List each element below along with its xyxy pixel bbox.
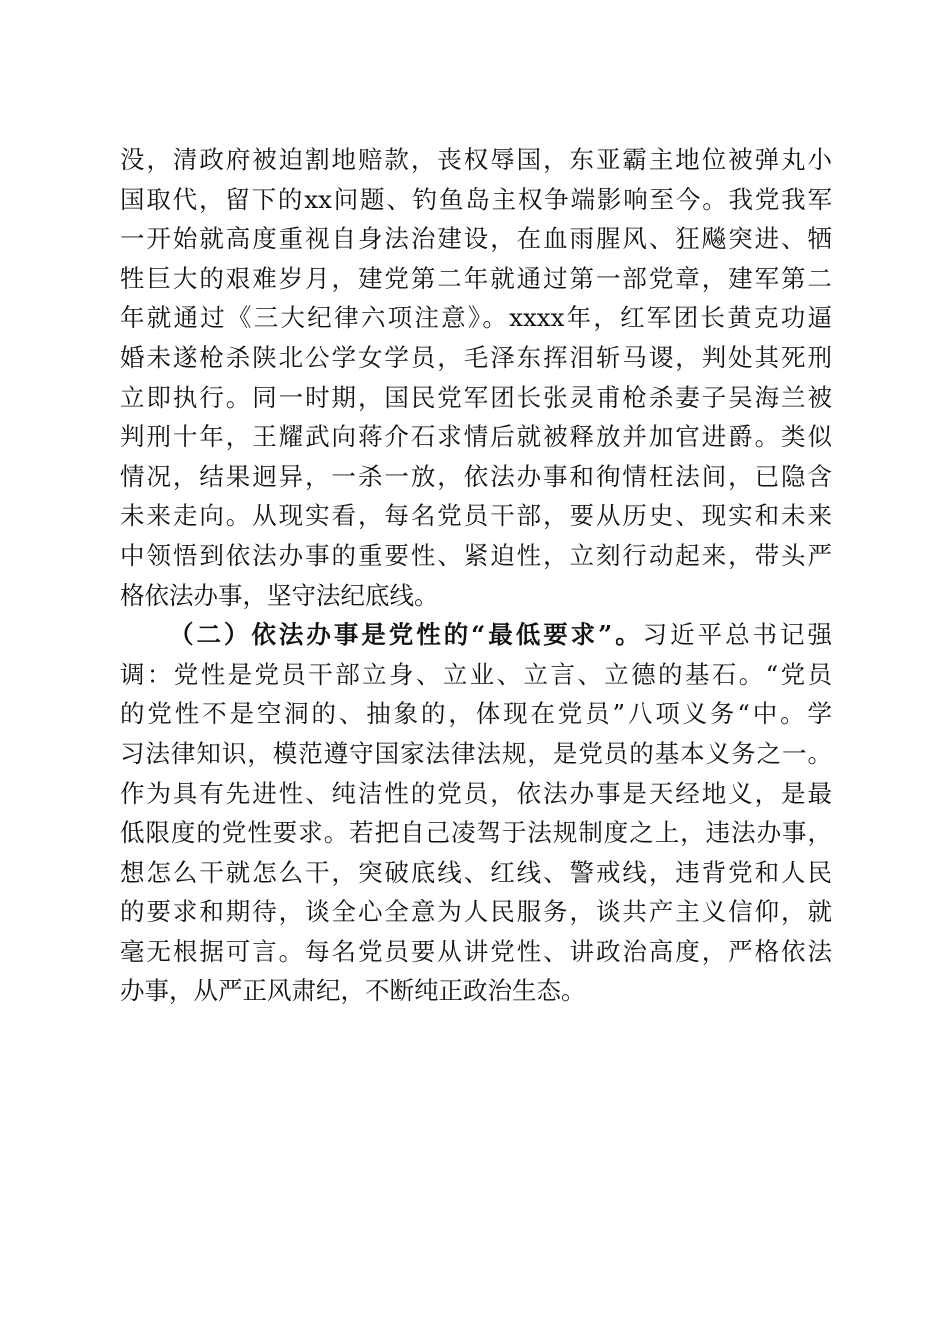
paragraph-line: 没，清政府被迫割地赔款，丧权辱国，东亚霸主地位被弹丸小 [120, 145, 832, 174]
paragraph-line: 作为具有先进性、纯洁性的党员，依法办事是天经地义，是最 [120, 778, 832, 808]
paragraph-line: 未来走向。从现实看，每名党员干部，要从历史、现实和未来 [120, 501, 832, 531]
paragraph-line: 国取代，留下的xx问题、钓鱼岛主权争端影响至今。我党我军 [120, 184, 832, 214]
paragraph-line: 习法律知识，模范遵守国家法律法规，是党员的基本义务之一。 [120, 738, 832, 768]
paragraph-1 [120, 140, 832, 615]
paragraph-line: 低限度的党性要求。若把自己凌驾于法规制度之上，违法办事， [120, 818, 832, 848]
paragraph-line: 立即执行。同一时期，国民党军团长张灵甫枪杀妻子吴海兰被 [120, 382, 832, 412]
paragraph-2 [120, 615, 832, 1011]
paragraph-line: 情况，结果迥异，一杀一放，依法办事和徇情枉法间，已隐含 [120, 461, 832, 491]
paragraph-line: 牲巨大的艰难岁月，建党第二年就通过第一部党章，建军第二 [120, 263, 832, 293]
paragraph-line: 判刑十年，王耀武向蒋介石求情后就被释放并加官进爵。类似 [120, 422, 832, 452]
section-heading: （二）依法办事是党性的“最低要求”。 [169, 620, 643, 650]
paragraph-line: 年就通过《三大纪律六项注意》。xxxx年，红军团长黄克功逼 [120, 303, 832, 333]
paragraph-line: 婚未遂枪杀陕北公学女学员，毛泽东挥泪斩马谡，判处其死刑 [120, 342, 832, 372]
paragraph-line: 办事，从严正风肃纪，不断纯正政治生态。 [120, 976, 586, 1006]
paragraph-line: 调：党性是党员干部立身、立业、立言、立德的基石。“党员 [120, 659, 832, 689]
paragraph-line: 毫无根据可言。每名党员要从讲党性、讲政治高度，严格依法 [120, 936, 832, 966]
paragraph-line: 的要求和期待，谈全心全意为人民服务，谈共产主义信仰，就 [120, 897, 832, 927]
paragraph-line: 格依法办事，坚守法纪底线。 [120, 580, 439, 610]
heading-line-continuation: 习近平总书记强 [642, 620, 832, 650]
paragraph-line: 的党性不是空洞的、抽象的，体现在党员”八项义务“中。学 [120, 699, 832, 729]
paragraph-first-line [120, 615, 832, 655]
paragraph-line: 一开始就高度重视自身法治建设，在血雨腥风、狂飚突进、牺 [120, 224, 832, 254]
paragraph-line: 想怎么干就怎么干，突破底线、红线、警戒线，违背党和人民 [120, 857, 832, 887]
paragraph-line: 中领悟到依法办事的重要性、紧迫性，立刻行动起来，带头严 [120, 540, 832, 570]
document-body [120, 140, 832, 1011]
